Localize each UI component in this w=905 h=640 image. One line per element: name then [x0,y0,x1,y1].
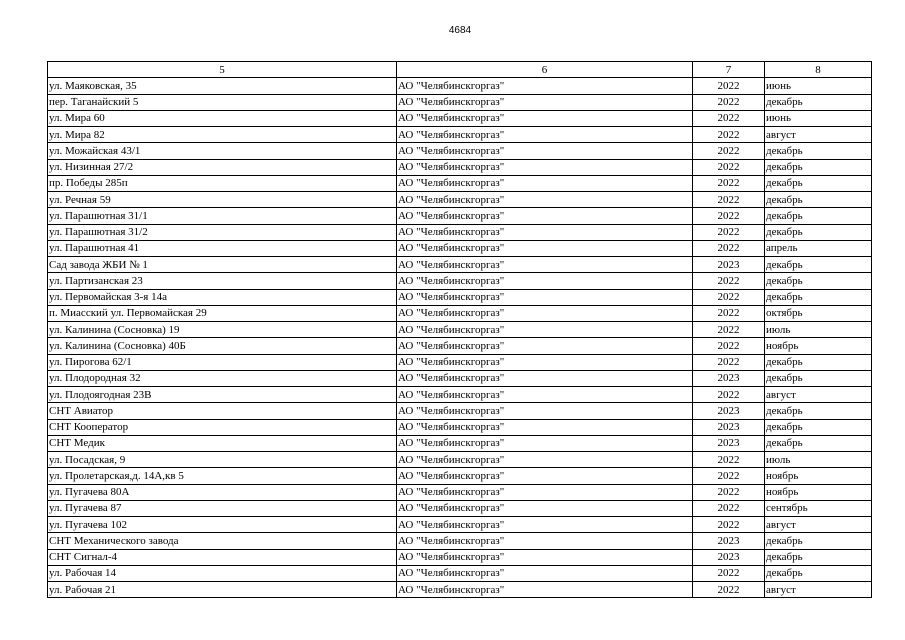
year-cell: 2022 [693,127,765,143]
address-cell: ул. Парашютная 31/1 [48,208,397,224]
month-cell: декабрь [765,419,872,435]
address-cell: ул. Мира 82 [48,127,397,143]
year-cell: 2023 [693,549,765,565]
year-cell: 2022 [693,143,765,159]
address-cell: ул. Речная 59 [48,192,397,208]
table-row [48,517,872,533]
organization-cell: АО "Челябинскгоргаз" [397,175,693,191]
address-cell: ул. Парашютная 41 [48,240,397,256]
year-cell: 2023 [693,435,765,451]
address-cell: СНТ Механического завода [48,533,397,549]
month-cell: декабрь [765,533,872,549]
organization-cell: АО "Челябинскгоргаз" [397,354,693,370]
table-row [48,452,872,468]
table-row [48,338,872,354]
data-table [47,61,872,598]
address-cell: ул. Мира 60 [48,110,397,126]
organization-cell: АО "Челябинскгоргаз" [397,484,693,500]
address-cell: ул. Плодоягодная 23В [48,387,397,403]
month-cell: август [765,517,872,533]
organization-cell: АО "Челябинскгоргаз" [397,565,693,581]
year-cell: 2022 [693,517,765,533]
organization-cell: АО "Челябинскгоргаз" [397,500,693,516]
address-cell: ул. Первомайская 3-я 14а [48,289,397,305]
month-cell: декабрь [765,257,872,273]
table-row [48,224,872,240]
year-cell: 2023 [693,419,765,435]
column-header-5: 5 [48,62,397,78]
page-number: 4684 [448,25,472,36]
organization-cell: АО "Челябинскгоргаз" [397,452,693,468]
table-row [48,257,872,273]
organization-cell: АО "Челябинскгоргаз" [397,78,693,94]
address-cell: п. Миасский ул. Первомайская 29 [48,305,397,321]
month-cell: ноябрь [765,468,872,484]
address-cell: ул. Парашютная 31/2 [48,224,397,240]
year-cell: 2022 [693,273,765,289]
month-cell: декабрь [765,549,872,565]
table-row [48,435,872,451]
address-cell: СНТ Авиатор [48,403,397,419]
year-cell: 2022 [693,110,765,126]
table-row [48,582,872,598]
organization-cell: АО "Челябинскгоргаз" [397,159,693,175]
column-header-7: 7 [693,62,765,78]
month-cell: август [765,387,872,403]
month-cell: декабрь [765,403,872,419]
table-row [48,533,872,549]
organization-cell: АО "Челябинскгоргаз" [397,110,693,126]
year-cell: 2022 [693,208,765,224]
organization-cell: АО "Челябинскгоргаз" [397,94,693,110]
year-cell: 2022 [693,192,765,208]
organization-cell: АО "Челябинскгоргаз" [397,468,693,484]
address-cell: ул. Пирогова 62/1 [48,354,397,370]
year-cell: 2022 [693,468,765,484]
organization-cell: АО "Челябинскгоргаз" [397,305,693,321]
address-cell: пр. Победы 285п [48,175,397,191]
table-row [48,549,872,565]
month-cell: июнь [765,78,872,94]
organization-cell: АО "Челябинскгоргаз" [397,143,693,159]
organization-cell: АО "Челябинскгоргаз" [397,208,693,224]
address-cell: ул. Партизанская 23 [48,273,397,289]
address-cell: Сад завода ЖБИ № 1 [48,257,397,273]
organization-cell: АО "Челябинскгоргаз" [397,435,693,451]
address-cell: СНТ Кооператор [48,419,397,435]
organization-cell: АО "Челябинскгоргаз" [397,257,693,273]
table-row [48,127,872,143]
table-row [48,354,872,370]
table-row [48,94,872,110]
year-cell: 2022 [693,500,765,516]
organization-cell: АО "Челябинскгоргаз" [397,582,693,598]
address-cell: ул. Маяковская, 35 [48,78,397,94]
year-cell: 2022 [693,94,765,110]
table-row [48,403,872,419]
year-cell: 2022 [693,452,765,468]
month-cell: декабрь [765,289,872,305]
table-row [48,192,872,208]
address-cell: ул. Пролетарская,д. 14А,кв 5 [48,468,397,484]
organization-cell: АО "Челябинскгоргаз" [397,419,693,435]
month-cell: декабрь [765,192,872,208]
year-cell: 2022 [693,289,765,305]
month-cell: ноябрь [765,484,872,500]
year-cell: 2022 [693,175,765,191]
organization-cell: АО "Челябинскгоргаз" [397,192,693,208]
address-cell: ул. Калинина (Сосновка) 19 [48,322,397,338]
address-cell: ул. Пугачева 102 [48,517,397,533]
organization-cell: АО "Челябинскгоргаз" [397,289,693,305]
table-body [48,78,872,598]
table-row [48,273,872,289]
table-row [48,240,872,256]
year-cell: 2022 [693,240,765,256]
address-cell: ул. Калинина (Сосновка) 40Б [48,338,397,354]
address-cell: ул. Плодородная 32 [48,370,397,386]
address-cell: ул. Рабочая 21 [48,582,397,598]
table-row [48,370,872,386]
address-cell: ул. Рабочая 14 [48,565,397,581]
column-header-8: 8 [765,62,872,78]
table-row [48,565,872,581]
month-cell: август [765,582,872,598]
year-cell: 2022 [693,484,765,500]
month-cell: декабрь [765,565,872,581]
year-cell: 2023 [693,257,765,273]
year-cell: 2023 [693,533,765,549]
month-cell: август [765,127,872,143]
month-cell: декабрь [765,370,872,386]
column-header-6: 6 [397,62,693,78]
month-cell: ноябрь [765,338,872,354]
year-cell: 2022 [693,387,765,403]
address-cell: пер. Таганайский 5 [48,94,397,110]
month-cell: декабрь [765,208,872,224]
year-cell: 2022 [693,322,765,338]
organization-cell: АО "Челябинскгоргаз" [397,370,693,386]
month-cell: декабрь [765,175,872,191]
table-row [48,143,872,159]
table-row [48,500,872,516]
address-cell: СНТ Сигнал-4 [48,549,397,565]
month-cell: декабрь [765,159,872,175]
organization-cell: АО "Челябинскгоргаз" [397,549,693,565]
year-cell: 2022 [693,305,765,321]
year-cell: 2022 [693,78,765,94]
address-cell: ул. Пугачева 80А [48,484,397,500]
address-cell: ул. Низинная 27/2 [48,159,397,175]
month-cell: апрель [765,240,872,256]
table-row [48,322,872,338]
year-cell: 2022 [693,224,765,240]
table-row [48,175,872,191]
organization-cell: АО "Челябинскгоргаз" [397,322,693,338]
year-cell: 2023 [693,403,765,419]
month-cell: декабрь [765,224,872,240]
organization-cell: АО "Челябинскгоргаз" [397,533,693,549]
table-row [48,78,872,94]
organization-cell: АО "Челябинскгоргаз" [397,127,693,143]
month-cell: октябрь [765,305,872,321]
table-row [48,289,872,305]
address-cell: ул. Пугачева 87 [48,500,397,516]
organization-cell: АО "Челябинскгоргаз" [397,403,693,419]
year-cell: 2022 [693,565,765,581]
organization-cell: АО "Челябинскгоргаз" [397,224,693,240]
month-cell: декабрь [765,354,872,370]
table-row [48,110,872,126]
address-cell: СНТ Медик [48,435,397,451]
month-cell: июль [765,452,872,468]
table-row [48,305,872,321]
year-cell: 2022 [693,159,765,175]
table-row [48,159,872,175]
organization-cell: АО "Челябинскгоргаз" [397,387,693,403]
year-cell: 2022 [693,354,765,370]
organization-cell: АО "Челябинскгоргаз" [397,240,693,256]
table-row [48,419,872,435]
organization-cell: АО "Челябинскгоргаз" [397,273,693,289]
month-cell: декабрь [765,94,872,110]
month-cell: декабрь [765,143,872,159]
month-cell: июль [765,322,872,338]
month-cell: декабрь [765,273,872,289]
year-cell: 2023 [693,370,765,386]
table-row [48,468,872,484]
address-cell: ул. Можайская 43/1 [48,143,397,159]
address-cell: ул. Посадская, 9 [48,452,397,468]
month-cell: декабрь [765,435,872,451]
header-row [48,62,872,78]
table-row [48,484,872,500]
organization-cell: АО "Челябинскгоргаз" [397,517,693,533]
table-row [48,387,872,403]
year-cell: 2022 [693,582,765,598]
month-cell: июнь [765,110,872,126]
month-cell: сентябрь [765,500,872,516]
organization-cell: АО "Челябинскгоргаз" [397,338,693,354]
table-row [48,208,872,224]
year-cell: 2022 [693,338,765,354]
